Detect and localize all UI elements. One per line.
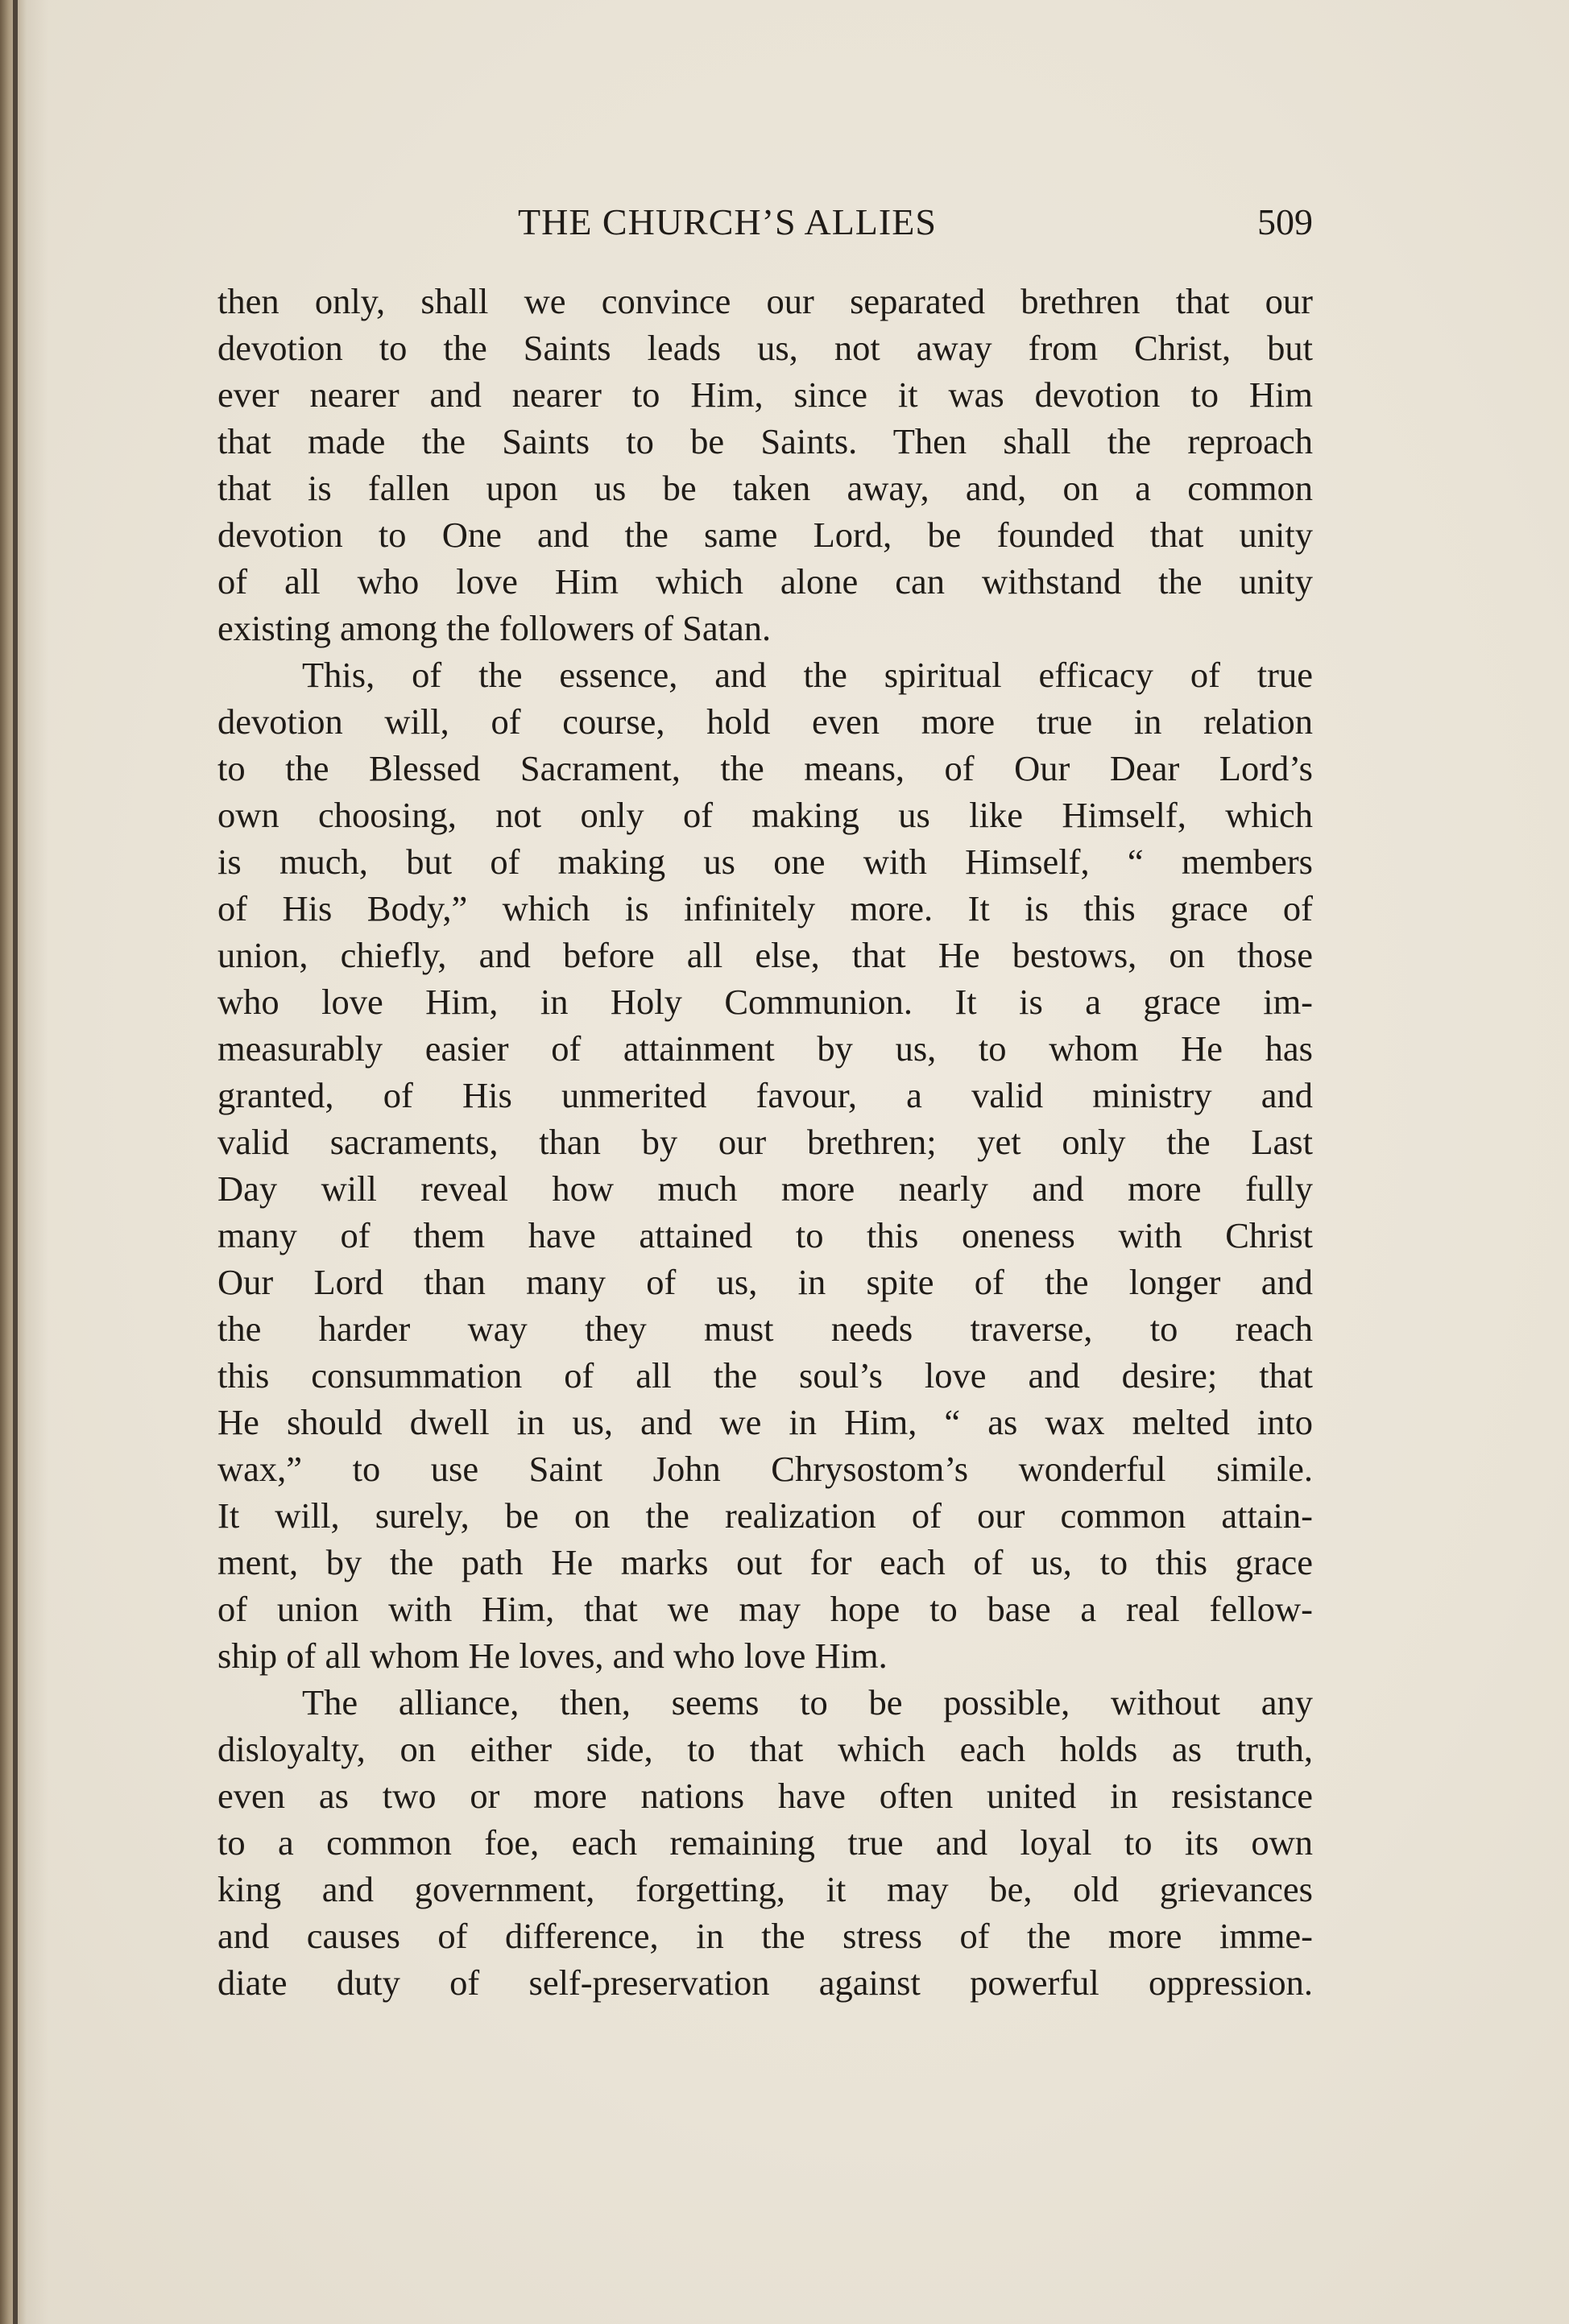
text-line: devotion to the Saints leads us, not away from Christ, but [217, 328, 1313, 368]
text-line: and causes of difference, in the stress of the more imme- [217, 1916, 1313, 1956]
text-line: Day will reveal how much more nearly and more fully [217, 1168, 1313, 1209]
text-line: that is fallen upon us be taken away, and, on a common [217, 468, 1313, 508]
text-line: He should dwell in us, and we in Him, “ as wax melted into [217, 1402, 1313, 1442]
text-line: of His Body,” which is infinitely more. It is this grace of [217, 888, 1313, 928]
text-line: the harder way they must needs traverse, to reach [217, 1309, 1313, 1349]
text-line: wax,” to use Saint John Chrysostom’s wonderful simile. [217, 1449, 1313, 1489]
paragraph-first-line: This, of the essence, and the spiritual efficacy of true [302, 655, 1313, 695]
text-line: king and government, forgetting, it may be, old grievances [217, 1869, 1313, 1909]
text-line: then only, shall we convince our separated brethren that our [217, 281, 1313, 321]
paragraph-last-line: ship of all whom He loves, and who love Him. [217, 1635, 888, 1676]
page-number: 509 [1257, 201, 1313, 242]
text-line: measurably easier of attainment by us, to whom He has [217, 1028, 1313, 1069]
text-line: diate duty of self-preservation against powerful oppression. [217, 1962, 1313, 2003]
body-text [217, 278, 1313, 2006]
paragraph-first-line: The alliance, then, seems to be possible, without any [302, 1682, 1313, 1722]
text-line: of union with Him, that we may hope to base a real fellow- [217, 1589, 1313, 1629]
text-line: devotion will, of course, hold even more true in relation [217, 701, 1313, 742]
text-line: many of them have attained to this oneness with Christ [217, 1215, 1313, 1255]
text-line: of all who love Him which alone can withstand the unity [217, 561, 1313, 602]
text-line: disloyalty, on either side, to that which each holds as truth, [217, 1729, 1313, 1769]
text-line: this consummation of all the soul’s love and desire; that [217, 1355, 1313, 1396]
binding-edge [13, 0, 18, 2324]
running-header [217, 198, 1313, 246]
text-line: is much, but of making us one with Himself, “ members [217, 842, 1313, 882]
running-title: THE CHURCH’S ALLIES [518, 201, 937, 242]
text-line: to a common foe, each remaining true and loyal to its own [217, 1822, 1313, 1863]
text-line: who love Him, in Holy Communion. It is a grace im- [217, 982, 1313, 1022]
text-line: devotion to One and the same Lord, be founded that unity [217, 515, 1313, 555]
text-line: to the Blessed Sacrament, the means, of Our Dear Lord’s [217, 748, 1313, 788]
text-line: granted, of His unmerited favour, a valid ministry and [217, 1075, 1313, 1115]
text-line: ment, by the path He marks out for each of us, to this grace [217, 1542, 1313, 1582]
paragraph-last-line: existing among the followers of Satan. [217, 608, 772, 648]
page-gutter-shadow [0, 0, 48, 2324]
text-line: that made the Saints to be Saints. Then shall the reproach [217, 421, 1313, 461]
text-line: union, chiefly, and before all else, that He bestows, on those [217, 935, 1313, 975]
text-line: own choosing, not only of making us like Himself, which [217, 795, 1313, 835]
text-line: ever nearer and nearer to Him, since it was devotion to Him [217, 374, 1313, 415]
text-line: Our Lord than many of us, in spite of the longer and [217, 1262, 1313, 1302]
text-line: It will, surely, be on the realization of our common attain- [217, 1495, 1313, 1536]
text-line: valid sacraments, than by our brethren; yet only the Last [217, 1122, 1313, 1162]
text-line: even as two or more nations have often united in resistance [217, 1776, 1313, 1816]
